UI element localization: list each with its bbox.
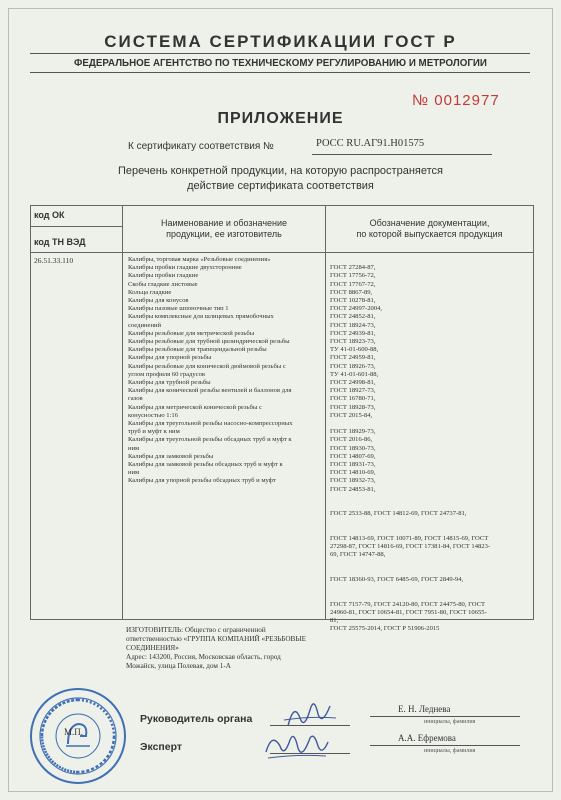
document-line: ГОСТ 17767-72, (330, 280, 376, 288)
document-line (330, 519, 530, 527)
intro-line-1: Перечень конкретной продукции, на которую распространяется (118, 165, 443, 177)
document-line (330, 256, 530, 264)
document-line: ГОСТ 24853-81, (330, 485, 376, 493)
certificate-number: РОСС RU.АГ91.Н01575 (316, 138, 425, 149)
document-line: 69, ГОСТ 14747-88, (330, 551, 386, 559)
product-line: конусностью 1:16 (128, 411, 179, 419)
expert-name-caption: инициалы, фамилия (424, 748, 476, 754)
document-line (330, 527, 530, 535)
column-header-product: Наименование и обозначение продукции, ее изготовитель (160, 218, 288, 239)
document-line: ГОСТ 8867-89, (330, 288, 373, 296)
document-line: ГОСТ 18929-73, (330, 428, 376, 436)
document-line (330, 420, 530, 428)
table-right-line (533, 205, 534, 619)
document-line: ГОСТ 18931-73, (330, 461, 376, 469)
document-line (330, 560, 530, 568)
document-line: ГОСТ 24998-81, (330, 379, 376, 387)
head-of-body-label: Руководитель органа (140, 713, 253, 725)
product-line: ним (128, 444, 140, 452)
document-line: ГОСТ 16780-71, (330, 395, 376, 403)
document-line (330, 592, 530, 600)
header-rule-bottom (30, 72, 530, 73)
appendix-title: ПРИЛОЖЕНИЕ (217, 110, 344, 127)
product-line: Калибры резьбовые для трапецеидальной резьбы (128, 346, 267, 354)
document-line: ГОСТ 24997-2004, (330, 305, 383, 313)
document-line (330, 494, 530, 502)
table-header-line (30, 252, 534, 253)
product-description-list (128, 256, 321, 486)
product-line: газов (128, 395, 143, 403)
certificate-number-line (312, 154, 492, 155)
product-line: Калибры комплексные для шлицевых прямобочных (128, 313, 274, 321)
product-line: Калибры резьбовые для трубной цилиндрической резьбы (128, 338, 290, 346)
document-line: ГОСТ 10278-81, (330, 297, 376, 305)
table-top-line (30, 205, 534, 206)
document-line: ГОСТ 18932-73, (330, 477, 376, 485)
product-line: Скобы гладкие листовые (128, 280, 198, 288)
head-signature-line (270, 725, 350, 726)
table-col2-line (325, 205, 326, 619)
product-line: Калибры для замковой резьбы обсадных труб и муфт к (128, 461, 283, 469)
product-line: Калибры для метрической конической резьбы с (128, 403, 262, 411)
head-name-line (370, 716, 520, 717)
document-line: ГОСТ 24852-81, (330, 313, 376, 321)
manufacturer-line: ИЗГОТОВИТЕЛЬ: Общество с ограниченной (126, 626, 266, 634)
manufacturer-block (126, 626, 346, 671)
document-line (330, 584, 530, 592)
documentation-list (330, 256, 530, 633)
product-code: 26.51.33.110 (34, 256, 74, 265)
product-line: Калибры для треугольной резьбы обсадных труб и муфт к (128, 436, 292, 444)
document-line (330, 502, 530, 510)
document-line: ГОСТ 18927-73, (330, 387, 376, 395)
manufacturer-line: СОЕДИНЕНИЯ» (126, 644, 179, 652)
product-line: Калибры для конической резьбы вентилей и баллонов для (128, 387, 292, 395)
code-ok-label: код ОК (34, 210, 65, 220)
product-line: ним (128, 469, 140, 477)
product-line: Калибры для упорной резьбы (128, 354, 212, 362)
document-line: ГОСТ 17756-72, (330, 272, 376, 280)
expert-name: А.А. Ефремова (398, 733, 456, 743)
document-line: ГОСТ 2016-86, (330, 436, 373, 444)
document-line: ГОСТ 24939-81, (330, 329, 376, 337)
document-line: ГОСТ 18924-73, (330, 321, 376, 329)
manufacturer-line: Можайск, улица Полевая, дом 1-А (126, 662, 231, 670)
head-name: Е. Н. Леднева (398, 704, 451, 714)
product-line: Калибры, торговая марка «Резьбовые соединения» (128, 256, 271, 263)
agency-title: ФЕДЕРАЛЬНОЕ АГЕНТСТВО ПО ТЕХНИЧЕСКОМУ РЕГУЛИРОВАНИЮ И МЕТРОЛОГИИ (74, 57, 487, 69)
product-line: Калибры для треугольной резьбы насосно-компрессорных (128, 420, 293, 428)
document-line: ГОСТ 25575-2014, ГОСТ Р 51906-2015 (330, 625, 440, 633)
document-line: ГОСТ 14810-69, (330, 469, 376, 477)
product-line: Калибры резьбовые для метрической резьбы (128, 329, 255, 337)
manufacturer-line: Адрес: 143200, Россия, Московская область, город (126, 653, 281, 661)
product-line: соединений (128, 321, 162, 329)
document-line: ГОСТ 18360-93, ГОСТ 6485-69, ГОСТ 2849-94, (330, 575, 464, 583)
product-line: Кольца гладкие (128, 288, 172, 296)
document-line: ГОСТ 2533-88, ГОСТ 14812-69, ГОСТ 24737-81, (330, 510, 467, 518)
system-title: СИСТЕМА СЕРТИФИКАЦИИ ГОСТ Р (104, 32, 457, 51)
document-line: ГОСТ 18926-73, (330, 362, 376, 370)
product-line: углом профиля 60 градусов (128, 370, 206, 378)
document-line: ГОСТ 24959-81, (330, 354, 376, 362)
product-line: Калибры для упорной резьбы обсадных труб и муфт (128, 477, 276, 485)
document-line: ГОСТ 14807-69, (330, 452, 376, 460)
mp-label: М.П. (64, 727, 84, 737)
document-line: ТУ 41-01-600-88, (330, 346, 379, 354)
document-line: 27298-87, ГОСТ 14816-69, ГОСТ 17381-84, ГОСТ 14823- (330, 543, 491, 551)
document-line: ГОСТ 2015-84, (330, 411, 373, 419)
document-line: ТУ 41-01-601-88, (330, 370, 379, 378)
column-header-documents: Обозначение документации, по которой выпускается продукция (356, 218, 503, 239)
table-left-line (30, 205, 31, 619)
document-line: ГОСТ 14813-69, ГОСТ 10071-89, ГОСТ 14815-69, ГОСТ (330, 534, 489, 542)
document-line: ГОСТ 18923-73, (330, 338, 376, 346)
document-line: ГОСТ 27284-87, (330, 264, 376, 272)
expert-signature-line (270, 753, 350, 754)
product-line: труб и муфт к ним (128, 428, 180, 436)
head-signature-icon (280, 692, 340, 732)
product-line: Калибры для замковой резьбы (128, 452, 214, 460)
product-line: Калибры для трубной резьбы (128, 379, 211, 387)
table-col1-line (122, 205, 123, 619)
expert-signature-icon (262, 728, 332, 764)
document-line: 24960-81, ГОСТ 10654-81, ГОСТ 7951-80, ГОСТ 10655- (330, 608, 487, 616)
document-line (330, 568, 530, 576)
product-line: Калибры резьбовые для конической дюймовой резьбы с (128, 362, 286, 370)
document-line: 81, (330, 616, 339, 624)
intro-line-2: действие сертификата соответствия (187, 180, 374, 192)
product-line: Калибры пазовые шпоночные тип 1 (128, 305, 229, 313)
product-line: Калибры для конусов (128, 297, 189, 305)
certificate-label: К сертификату соответствия № (128, 141, 274, 152)
manufacturer-line: ответственностью «ГРУППА КОМПАНИЙ «РЕЗЬБОВЫЕ (126, 635, 307, 643)
code-divider-line (30, 226, 122, 227)
code-tnved-label: код ТН ВЭД (34, 237, 86, 247)
document-line: ГОСТ 18928-73, (330, 403, 376, 411)
product-line: Калибры пробки гладкие (128, 272, 199, 280)
head-name-caption: инициалы, фамилия (424, 719, 476, 725)
expert-name-line (370, 745, 520, 746)
header-rule-top (30, 53, 530, 54)
form-number: № 0012977 (412, 92, 500, 109)
product-line: Калибры пробки гладкие двухсторонние (128, 264, 242, 272)
document-line: ГОСТ 7157-79, ГОСТ 24120-80, ГОСТ 24475-80, ГОСТ (330, 600, 486, 608)
document-line: ГОСТ 18930-73, (330, 444, 376, 452)
expert-label: Эксперт (140, 741, 183, 753)
